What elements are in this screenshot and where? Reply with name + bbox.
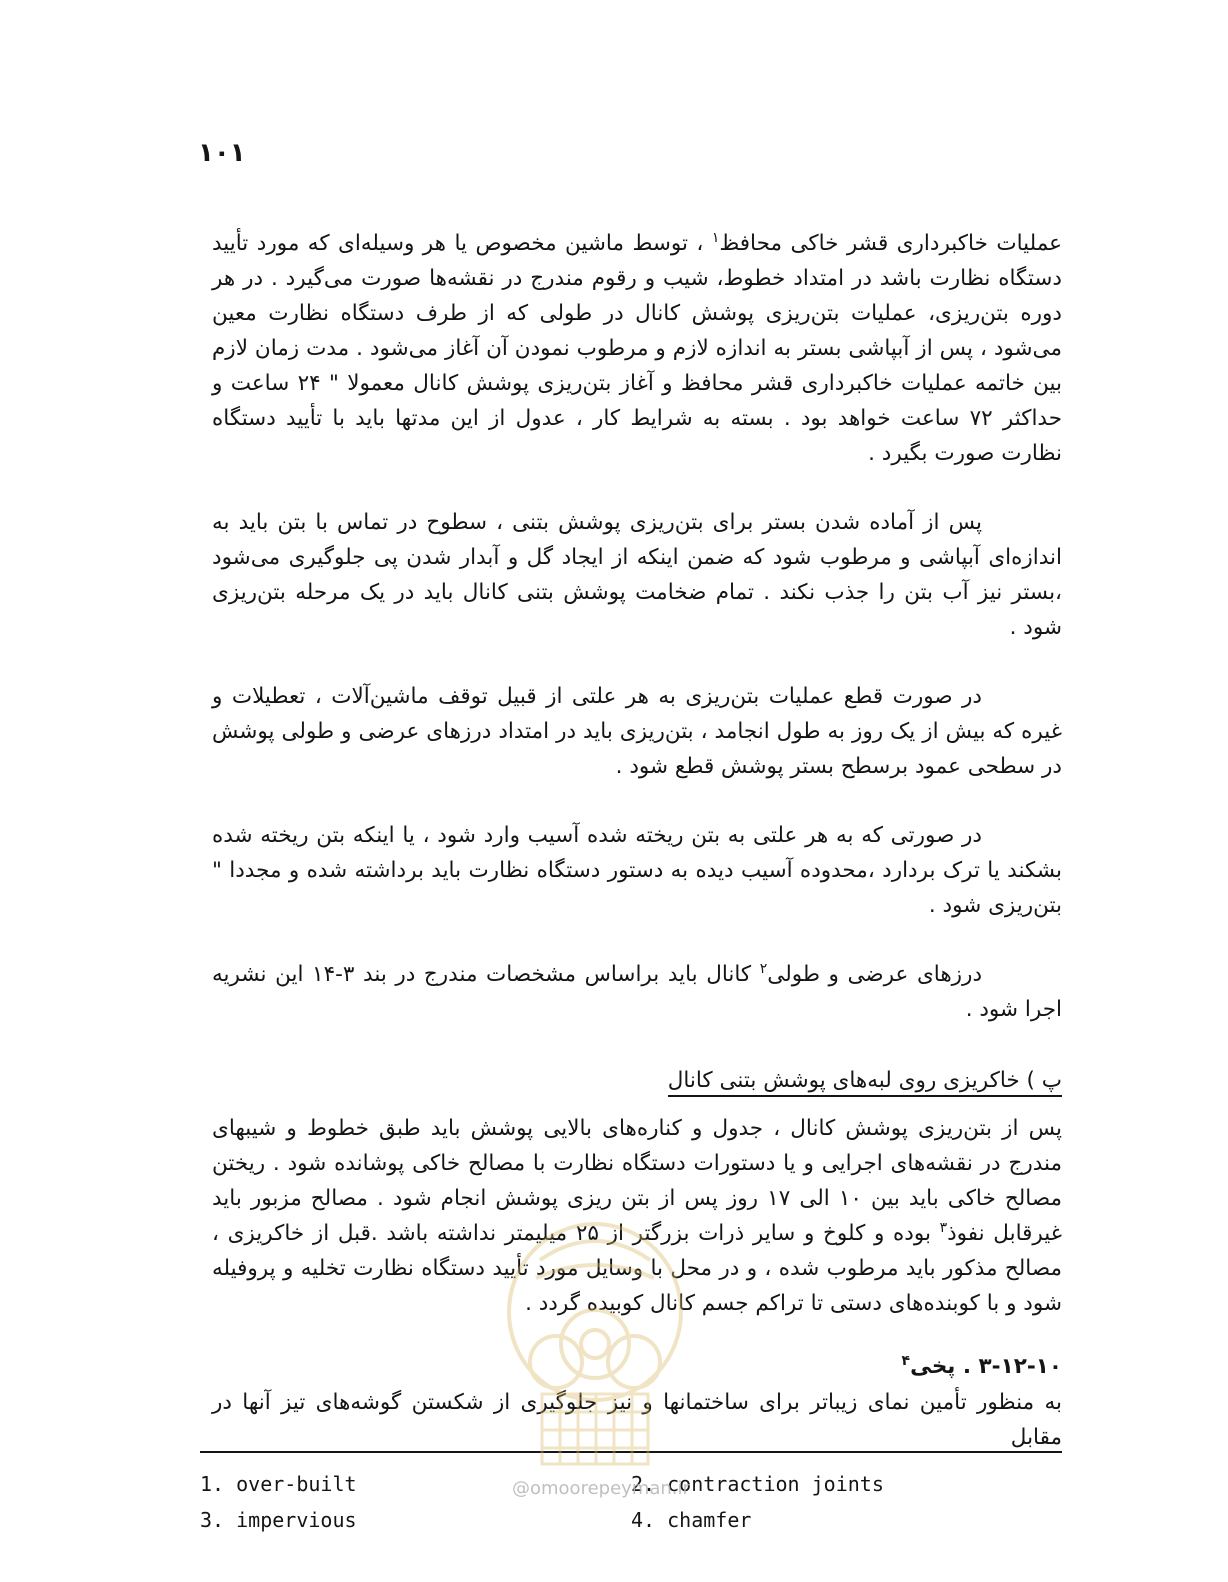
- footnote-ref: ۴: [901, 1352, 911, 1369]
- paragraph-bed-preparation: [212, 505, 1062, 645]
- paragraph-chamfer: [212, 1385, 1062, 1455]
- footnote-item: 4. chamfer: [631, 1508, 752, 1532]
- footnote-row: [200, 1502, 1062, 1538]
- watermark-caption: @omoorepeyman.ir: [512, 1478, 690, 1499]
- document-body: [212, 226, 1062, 1461]
- footnotes: [200, 1466, 1062, 1538]
- footnote-item: 3. impervious: [200, 1508, 357, 1532]
- subsection-heading-text: ۳-۱۲-۱۰ . پخی: [910, 1354, 1062, 1379]
- paragraph-damaged-concrete: [212, 818, 1062, 923]
- footnote-ref: ۱: [711, 229, 720, 246]
- paragraph-text: درزهای عرضی و طولی: [767, 962, 983, 987]
- paragraph-text: در صورت قطع عملیات بتن‌ریزی به هر علتی از قبیل توقف ماشین‌آلات ، تعطیلات و غیره که بیش از یک روز به طول انجامد ، بتن‌ریزی باید در امتداد درزهای عرضی و طولی پوشش در سطحی عمود برسطح بستر پوشش قطع شود .: [212, 684, 1062, 779]
- footnote-item: 2. contraction joints: [631, 1472, 884, 1496]
- page-number: ۱۰۱: [198, 138, 246, 168]
- paragraph-text: پس از آماده شدن بستر برای بتن‌ریزی پوشش بتنی ، سطوح در تماس با بتن باید به اندازه‌ای آبپاشی و مرطوب شود که ضمن اینکه از ایجاد گل و آبدار شدن پی جلوگیری می‌شود ،بستر نیز آب بتن را جذب نکند . تمام ضخامت پوشش بتنی کانال باید در یک مرحله بتن‌ریزی شود .: [212, 510, 1062, 640]
- paragraph-text: عملیات خاکبرداری قشر خاکی محافظ: [719, 231, 1062, 256]
- footnote-divider: [200, 1451, 1062, 1453]
- footnote-item: 1. over-built: [200, 1472, 357, 1496]
- subsection-heading: [212, 1349, 1062, 1385]
- paragraph-joints: [212, 957, 1062, 1027]
- paragraph-text: کانال باید براساس مشخصات مندرج در بند ۳-۱۴ این نشریه اجرا شود .: [212, 962, 1062, 1022]
- paragraph-text: بوده و کلوخ و سایر ذرات بزرگتر از ۲۵ میلیمتر نداشته باشد .قبل از خاکریزی ، مصالح مذکور باید مرطوب شده ، و در محل با وسایل مورد تأیید دستگاه نظارت تخلیه و پروفیله شود و با کوبنده‌های دستی تا تراکم جسم کانال کوبیده گردد .: [212, 1221, 1062, 1316]
- paragraph-text: به منظور تأمین نمای زیباتر برای ساختمانها و نیز جلوگیری از شکستن گوشه‌های تیز آنها در مقابل: [212, 1390, 1062, 1450]
- paragraph-excavation: [212, 226, 1062, 471]
- paragraph-text: پس از بتن‌ریزی پوشش کانال ، جدول و کناره‌های بالایی پوشش باید طبق خطوط و شیبهای مندرج در نقشه‌های اجرایی و یا دستورات دستگاه نظارت با مصالح خاکی پوشانده شود . ریختن مصالح خاکی باید بین ۱۰ الی ۱۷ روز پس از بتن ریزی پوشش انجام شود . مصالح مزبور باید غیرقابل نفوذ: [212, 1116, 1062, 1246]
- paragraph-text: در صورتی که به هر علتی به بتن ریخته شده آسیب وارد شود ، یا اینکه بتن ریخته شده بشکند یا ترک بردارد ،محدوده آسیب دیده به دستور دستگاه نظارت باید برداشته شده و مجددا " بتن‌ریزی شود .: [212, 823, 1062, 918]
- section-heading-text: پ ) خاکریزی روی لبه‌های پوشش بتنی کانال: [668, 1068, 1062, 1097]
- paragraph-backfill: [212, 1111, 1062, 1321]
- footnote-ref: ۳: [939, 1219, 948, 1236]
- footnote-ref: ۲: [759, 960, 768, 977]
- paragraph-concreting-interruption: [212, 679, 1062, 784]
- paragraph-text: ، توسط ماشین مخصوص یا هر وسیله‌ای که مورد تأیید دستگاه نظارت باشد در امتداد خطوط، شیب و رقوم مندرج در نقشه‌ها صورت می‌گیرد . در هر دوره بتن‌ریزی، عملیات بتن‌ریزی پوشش کانال در طولی که از طرف دستگاه نظارت معین می‌شود ، پس از آبپاشی بستر به اندازه لازم و مرطوب نمودن آن آغاز می‌شود . مدت زمان لازم بین خاتمه عملیات خاکبرداری قشر محافظ و آغاز بتن‌ریزی پوشش کانال معمولا " ۲۴ ساعت و حداکثر ۷۲ ساعت خواهد بود . بسته به شرایط کار ، عدول از این مدتها باید با تأیید دستگاه نظارت صورت بگیرد .: [212, 231, 1062, 466]
- section-heading: [212, 1061, 1062, 1101]
